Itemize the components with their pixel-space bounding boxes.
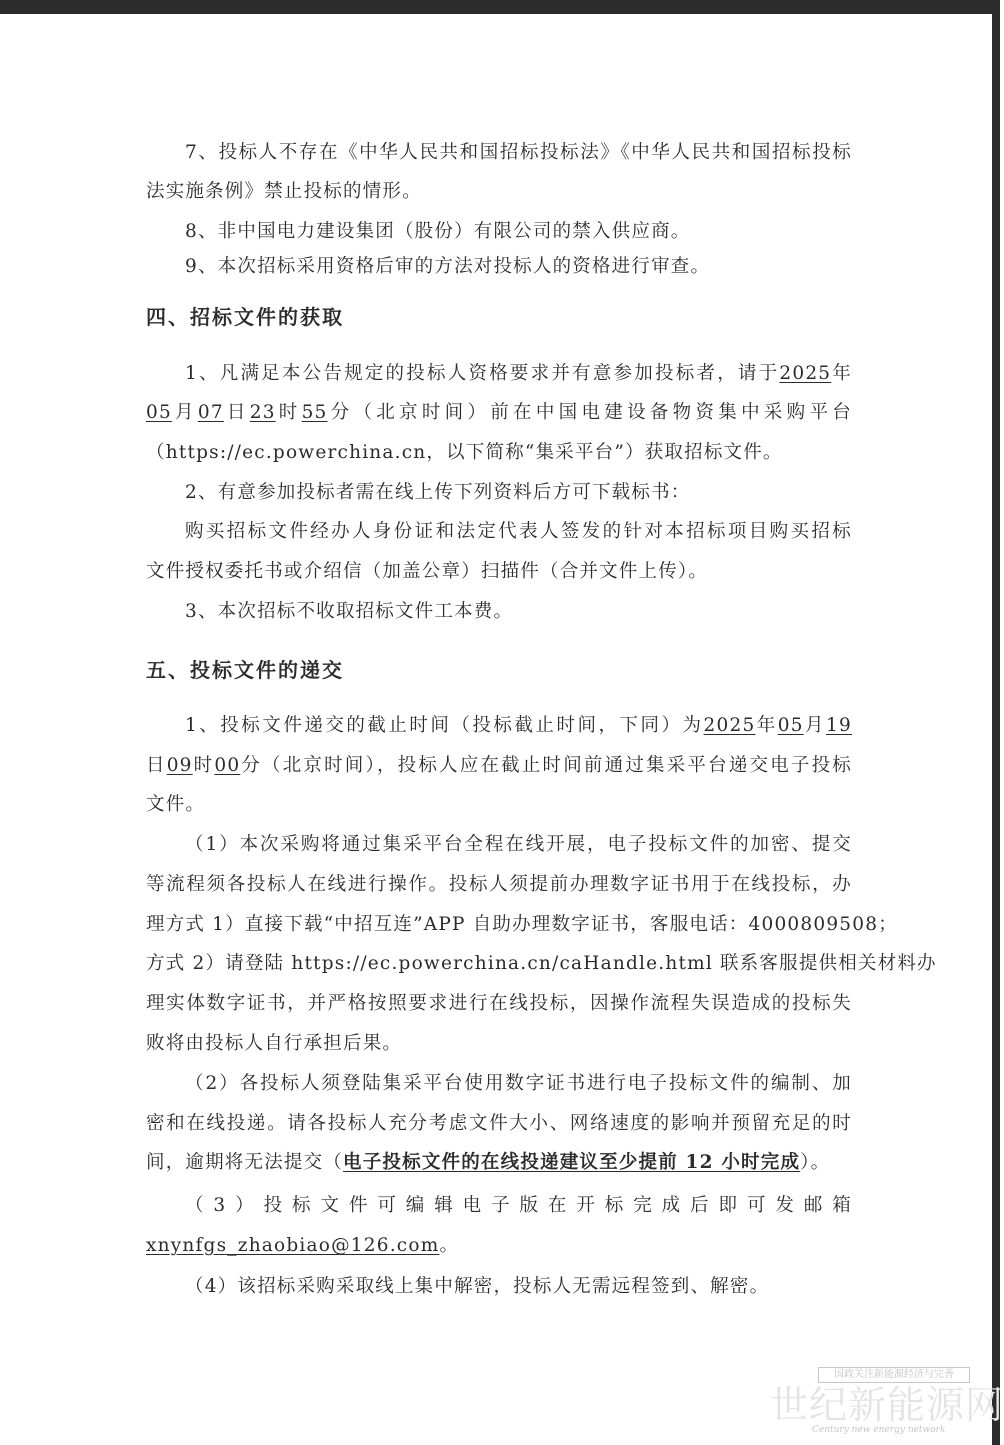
sec5-item1-text-a: 1、投标文件递交的截止时间（投标截止时间，下同）为 — [185, 715, 704, 736]
sec3-item9: 9、本次招标采用资格后审的方法对投标人的资格进行审查。 — [185, 256, 711, 277]
sec5-sub2-emphasis: 电子投标文件的在线投递建议至少提前 12 小时完成 — [343, 1152, 801, 1173]
sec5-sub1-line4: 方式 2）请登陆 https://ec.powerchina.cn/caHandle.html 联系客服提供相关材料办 — [146, 953, 937, 974]
sec5-sub3-line1: （3）投标文件可编辑电子版在开标完成后即可发邮箱 — [185, 1195, 852, 1216]
sec5-sub2-text-c: ）。 — [800, 1152, 831, 1173]
sec4-deadline-minute: 55 — [301, 402, 328, 423]
sec4-year-unit: 年 — [831, 363, 852, 384]
watermark-english-subtitle: Century new energy network — [812, 1425, 946, 1435]
sec5-deadline-month: 05 — [777, 715, 804, 736]
bid-email-link[interactable]: xnynfgs_zhaobiao@126.com — [146, 1235, 440, 1256]
sec4-hour-unit: 时 — [275, 402, 302, 423]
sec4-item1-text-b: （北京时间）前在中国电建设备物资集中采购平台 — [353, 402, 852, 423]
watermark-logo-text: 世纪新能源网 — [770, 1383, 1004, 1427]
sec4-item3: 3、本次招标不收取招标文件工本费。 — [185, 601, 514, 622]
sec3-item7-line2: 法实施条例》禁止投标的情形。 — [146, 181, 422, 202]
sec4-item1-text-a: 1、凡满足本公告规定的投标人资格要求并有意参加投标者，请于 — [185, 363, 780, 384]
sec5-item1-line3: 文件。 — [146, 794, 206, 815]
sec5-sub2-text-a: 间，逾期将无法提交（ — [146, 1152, 344, 1173]
sec5-hour-unit: 时 — [192, 755, 215, 776]
sec5-sub2-line2: 密和在线投递。请各投标人充分考虑文件大小、网络速度的影响并预留充足的时 — [146, 1113, 852, 1134]
sec4-deadline-month: 05 — [146, 402, 172, 423]
sec5-month-unit: 月 — [803, 715, 827, 736]
sec5-sub1-line2: 等流程须各投标人在线进行操作。投标人须提前办理数字证书用于在线投标，办 — [146, 874, 852, 895]
sec5-sub2-line1: （2）各投标人须登陆集采平台使用数字证书进行电子投标文件的编制、加 — [185, 1073, 852, 1094]
sec4-item2-materials-line1: 购买招标文件经办人身份证和法定代表人签发的针对本招标项目购买招标 — [185, 521, 852, 542]
watermark-slogan-box: 国政关注新能源经济与完善 — [818, 1367, 970, 1383]
sec4-deadline-hour: 23 — [249, 402, 276, 423]
sec5-year-unit: 年 — [755, 715, 778, 736]
sec5-sub1-line3: 理方式 1）直接下载“中招互连”APP 自助办理数字证书，客服电话：4000809508； — [146, 914, 898, 935]
sec5-sub1-line5: 理实体数字证书，并严格按照要求进行在线投标，因操作流程失误造成的投标失 — [146, 993, 852, 1014]
sec5-deadline-minute: 00 — [214, 755, 241, 776]
sec4-item2: 2、有意参加投标者需在线上传下列资料后方可下载标书： — [185, 482, 691, 503]
sec4-item2-materials-line2: 文件授权委托书或介绍信（加盖公章）扫描件（合并文件上传）。 — [146, 561, 709, 582]
sec4-minute-unit: 分 — [327, 402, 354, 423]
sec5-sub3-end: 。 — [439, 1235, 460, 1256]
sec5-sub4: （4）该招标采购采取线上集中解密，投标人无需远程签到、解密。 — [185, 1276, 770, 1297]
sec4-day-unit: 日 — [223, 402, 250, 423]
sec4-item1-line1 — [185, 360, 852, 388]
sec3-item8: 8、非中国电力建设集团（股份）有限公司的禁入供应商。 — [185, 221, 691, 242]
sec5-deadline-hour: 09 — [166, 755, 193, 776]
sec5-deadline-year: 2025 — [703, 715, 756, 736]
sec5-item1-text-b: （北京时间），投标人应在截止时间前通过集采平台递交电子投标 — [262, 755, 853, 776]
sec4-month-unit: 月 — [171, 402, 198, 423]
sec4-item1-line3: （https://ec.powerchina.cn，以下简称“集采平台”）获取招标文件。 — [146, 442, 783, 463]
sec5-minute-unit: 分 — [240, 755, 263, 776]
sec5-item1-line2 — [146, 752, 852, 780]
sec5-day-unit: 日 — [146, 755, 167, 776]
section5-heading: 五、投标文件的递交 — [146, 658, 344, 682]
sec5-sub3-line2 — [146, 1232, 852, 1260]
sec5-deadline-day: 19 — [826, 715, 852, 736]
sec5-sub2-line3 — [146, 1149, 852, 1177]
sec3-item7-line1: 7、投标人不存在《中华人民共和国招标投标法》《中华人民共和国招标投标 — [185, 142, 852, 163]
sec4-item1-line2 — [146, 399, 852, 427]
sec5-item1-line1 — [185, 712, 852, 740]
sec5-sub1-line1: （1）本次采购将通过集采平台全程在线开展，电子投标文件的加密、提交 — [185, 834, 852, 855]
sec4-deadline-day: 07 — [197, 402, 224, 423]
sec5-sub1-line6: 败将由投标人自行承担后果。 — [146, 1033, 403, 1054]
sec4-deadline-year: 2025 — [779, 363, 832, 384]
section4-heading: 四、招标文件的获取 — [146, 305, 344, 329]
